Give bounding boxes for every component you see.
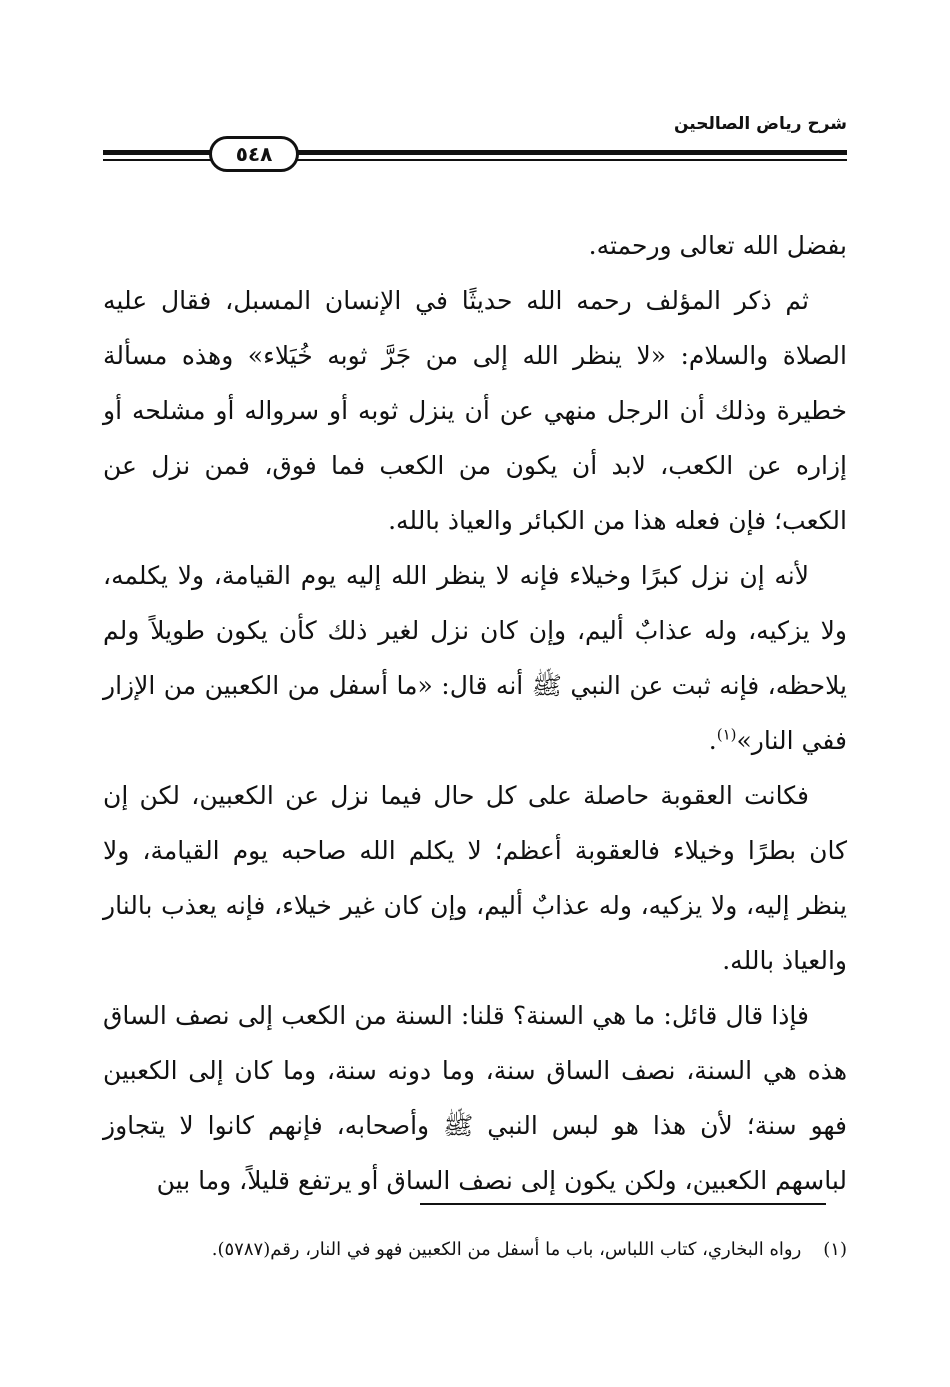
- footnote-text: رواه البخاري، كتاب اللباس، باب ما أسفل من الكعبين فهو في النار، رقم(٥٧٨٧).: [211, 1239, 802, 1260]
- paragraph: ثم ذكر المؤلف رحمه الله حديثًا في الإنسان المسبل، فقال عليه الصلاة والسلام: «لا ينظر الله إلى من جَرَّ ثوبه خُيَلاء» وهذه مسألة خطيرة وذلك أن الرجل منهي عن أن ينزل ثوبه أو سرواله أو مشلحه أو إزاره عن الكعب، لابد أن يكون من الكعب فما فوق، فمن نزل عن الكعب؛ فإن فعله هذا من الكبائر والعياذ بالله.: [103, 286, 847, 535]
- footnote: [103, 1236, 847, 1264]
- paragraph: [103, 548, 847, 768]
- page-body: [103, 218, 847, 1208]
- footnote-reference: (١): [716, 725, 737, 744]
- book-title: شرح رياض الصالحين: [673, 114, 847, 134]
- footnote-number: (١): [823, 1239, 847, 1260]
- paragraph-continuation: بفضل الله تعالى ورحمته.: [588, 231, 847, 260]
- footnote-separator: [420, 1203, 826, 1205]
- paragraph-text: لأنه إن نزل كبرًا وخيلاء فإنه لا ينظر الله إليه يوم القيامة، ولا يكلمه، ولا يزكيه، وله عذابٌ أليم، وإن كان نزل لغير ذلك كأن يكون طويلاً ولم يلاحظه، فإنه ثبت عن النبي ﷺ أنه قال: «ما أسفل من الكعبين من الإزار ففي النار»: [103, 561, 847, 755]
- paragraph: فإذا قال قائل: ما هي السنة؟ قلنا: السنة من الكعب إلى نصف الساق هذه هي السنة، نصف الساق سنة، وما دونه سنة، وما كان إلى الكعبين فهو سنة؛ لأن هذا هو لبس النبي ﷺ وأصحابه، فإنهم كانوا لا يتجاوز لباسهم الكعبين، ولكن يكون إلى نصف الساق أو يرتفع قليلاً، وما بين: [103, 1001, 847, 1195]
- paragraph: فكانت العقوبة حاصلة على كل حال فيما نزل عن الكعبين، لكن إن كان بطرًا وخيلاء فالعقوبة أعظم؛ لا يكلم الله صاحبه يوم القيامة، ولا ينظر إليه، ولا يزكيه، وله عذابٌ أليم، وإن كان غير خيلاء، فإنه يعذب بالنار والعياذ بالله.: [103, 781, 847, 975]
- running-header: [103, 108, 847, 188]
- paragraph-tail: .: [708, 726, 717, 755]
- page-number: ٥٤٨: [209, 136, 299, 172]
